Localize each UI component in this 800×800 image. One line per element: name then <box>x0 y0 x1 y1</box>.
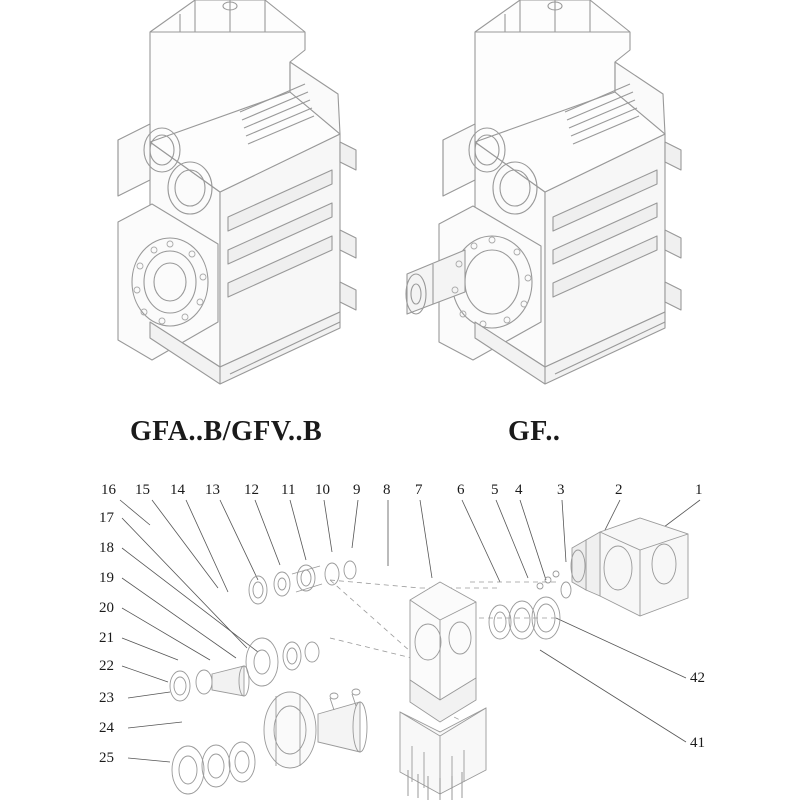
exploded-view-section <box>0 470 800 800</box>
part-number-24: 24 <box>99 720 114 736</box>
part-number-2: 2 <box>615 482 623 498</box>
part-number-5: 5 <box>491 482 499 498</box>
part-number-8: 8 <box>383 482 391 498</box>
part-number-6: 6 <box>457 482 465 498</box>
part-number-10: 10 <box>315 482 330 498</box>
exploded-parts-drawing <box>0 470 800 800</box>
part-number-20: 20 <box>99 600 114 616</box>
part-number-11: 11 <box>281 482 296 498</box>
part-number-23: 23 <box>99 690 114 706</box>
part-number-16: 16 <box>101 482 116 498</box>
part-number-25: 25 <box>99 750 114 766</box>
part-number-4: 4 <box>515 482 523 498</box>
caption-gearbox-left: GFA..B/GFV..B <box>130 416 323 447</box>
part-number-14: 14 <box>170 482 185 498</box>
part-number-9: 9 <box>353 482 361 498</box>
part-number-42: 42 <box>690 670 705 686</box>
part-number-3: 3 <box>557 482 565 498</box>
part-number-17: 17 <box>99 510 114 526</box>
part-number-22: 22 <box>99 658 114 674</box>
part-number-41: 41 <box>690 735 705 751</box>
part-number-15: 15 <box>135 482 150 498</box>
part-number-1: 1 <box>695 482 703 498</box>
part-number-21: 21 <box>99 630 114 646</box>
part-number-7: 7 <box>415 482 423 498</box>
gearbox-drawing-right <box>395 0 705 402</box>
part-number-12: 12 <box>244 482 259 498</box>
caption-gearbox-right: GF.. <box>508 416 561 447</box>
gearbox-drawing-left <box>90 0 380 402</box>
part-number-19: 19 <box>99 570 114 586</box>
part-number-13: 13 <box>205 482 220 498</box>
part-number-18: 18 <box>99 540 114 556</box>
